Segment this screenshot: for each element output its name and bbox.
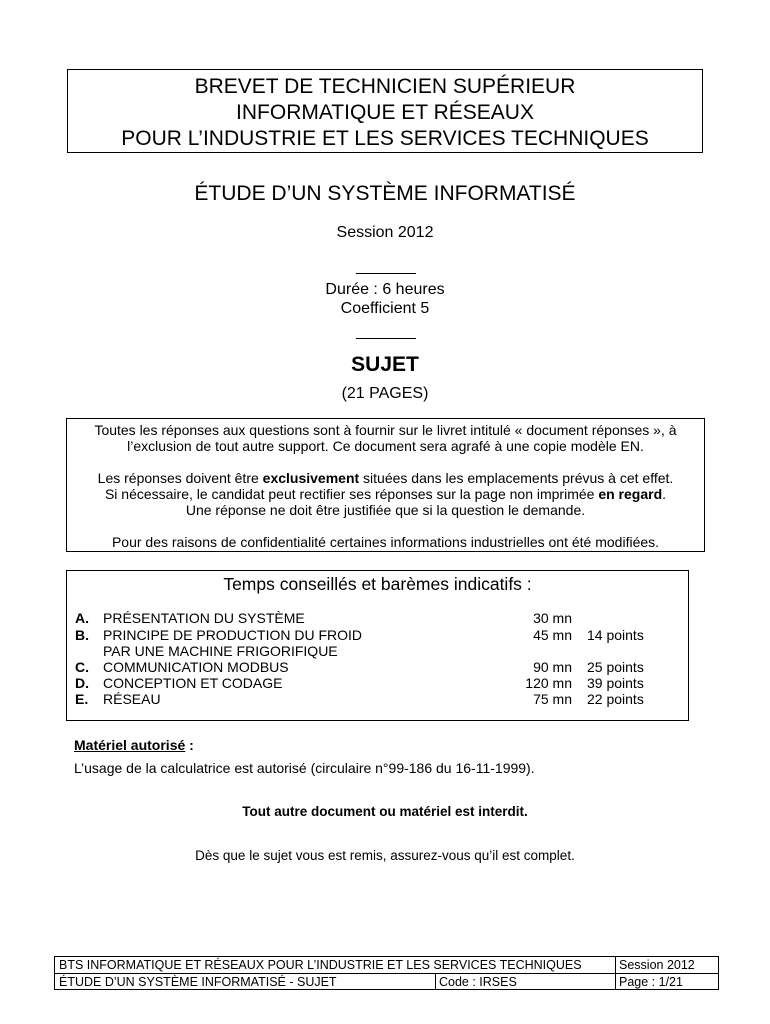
authorized-material-text: L’usage de la calculatrice est autorisé (circulaire n°99-186 du 16-11-1999). — [74, 760, 535, 776]
header-line-2: INFORMATIQUE ET RÉSEAUX — [236, 101, 534, 124]
session-label: Session 2012 — [336, 224, 434, 241]
emphasis-text: en regard — [598, 486, 663, 502]
instruction-line: Pour des raisons de confidentialité certaines informations industrielles ont été modifiées. — [111, 534, 660, 550]
completeness-notice: Dès que le sujet vous est remis, assurez-vous qu’il est complet. — [195, 848, 575, 863]
time-row: PAR UNE MACHINE FRIGORIFIQUE — [103, 643, 338, 659]
duration-label: Durée : 6 heures — [325, 281, 445, 298]
time-scale-box — [66, 570, 689, 721]
instruction-line: Une réponse ne doit être justifiée que si la question le demande. — [185, 502, 586, 518]
header-line-3: POUR L’INDUSTRIE ET LES SERVICES TECHNIQUES — [121, 127, 649, 150]
instruction-line: Les réponses doivent être exclusivement situées dans les emplacements prévus à cet effet. — [97, 470, 674, 486]
footer-program: BTS INFORMATIQUE ET RÉSEAUX POUR L’INDUSTRIE ET LES SERVICES TECHNIQUES — [59, 958, 582, 972]
time-row: E. RÉSEAU 75 mn 22 points — [75, 691, 644, 707]
footer-code: Code : IRSES — [439, 975, 517, 989]
exam-header-box — [67, 69, 703, 153]
footer-session: Session 2012 — [619, 958, 695, 972]
divider-bottom — [356, 338, 416, 339]
instruction-line: Si nécessaire, le candidat peut rectifier ses réponses sur la page non imprimée en regard. — [104, 486, 667, 502]
authorized-material-label: Matériel autorisé : — [74, 737, 194, 753]
time-row: D. CONCEPTION ET CODAGE 120 mn 39 points — [75, 675, 644, 691]
forbidden-notice: Tout autre document ou matériel est interdit. — [242, 804, 528, 819]
instruction-line: l’exclusion de tout autre support. Ce document sera agrafé à une copie modèle EN. — [127, 438, 644, 454]
footer-page-number: Page : 1/21 — [619, 975, 683, 989]
header-line-1: BREVET DE TECHNICIEN SUPÉRIEUR — [194, 75, 576, 98]
page-footer — [54, 956, 719, 990]
time-row: A. PRÉSENTATION DU SYSTÈME 30 mn — [75, 610, 572, 626]
sujet-heading: SUJET — [351, 353, 419, 376]
instructions-box — [66, 418, 705, 552]
coefficient-label: Coefficient 5 — [340, 300, 430, 317]
emphasis-text: exclusivement — [262, 470, 360, 486]
time-scale-title: Temps conseillés et barèmes indicatifs : — [223, 574, 532, 594]
time-row: C. COMMUNICATION MODBUS 90 mn 25 points — [75, 659, 644, 675]
divider-top — [356, 273, 416, 274]
footer-subject: ÉTUDE D’UN SYSTÈME INFORMATISÉ - SUJET — [59, 975, 337, 989]
subject-title: ÉTUDE D’UN SYSTÈME INFORMATISÉ — [194, 182, 576, 205]
time-row: B. PRINCIPE DE PRODUCTION DU FROID 45 mn 14 points — [75, 627, 644, 643]
instruction-line: Toutes les réponses aux questions sont à fournir sur le livret intitulé « document réponses », à — [94, 422, 677, 438]
page-count: (21 PAGES) — [341, 385, 429, 402]
